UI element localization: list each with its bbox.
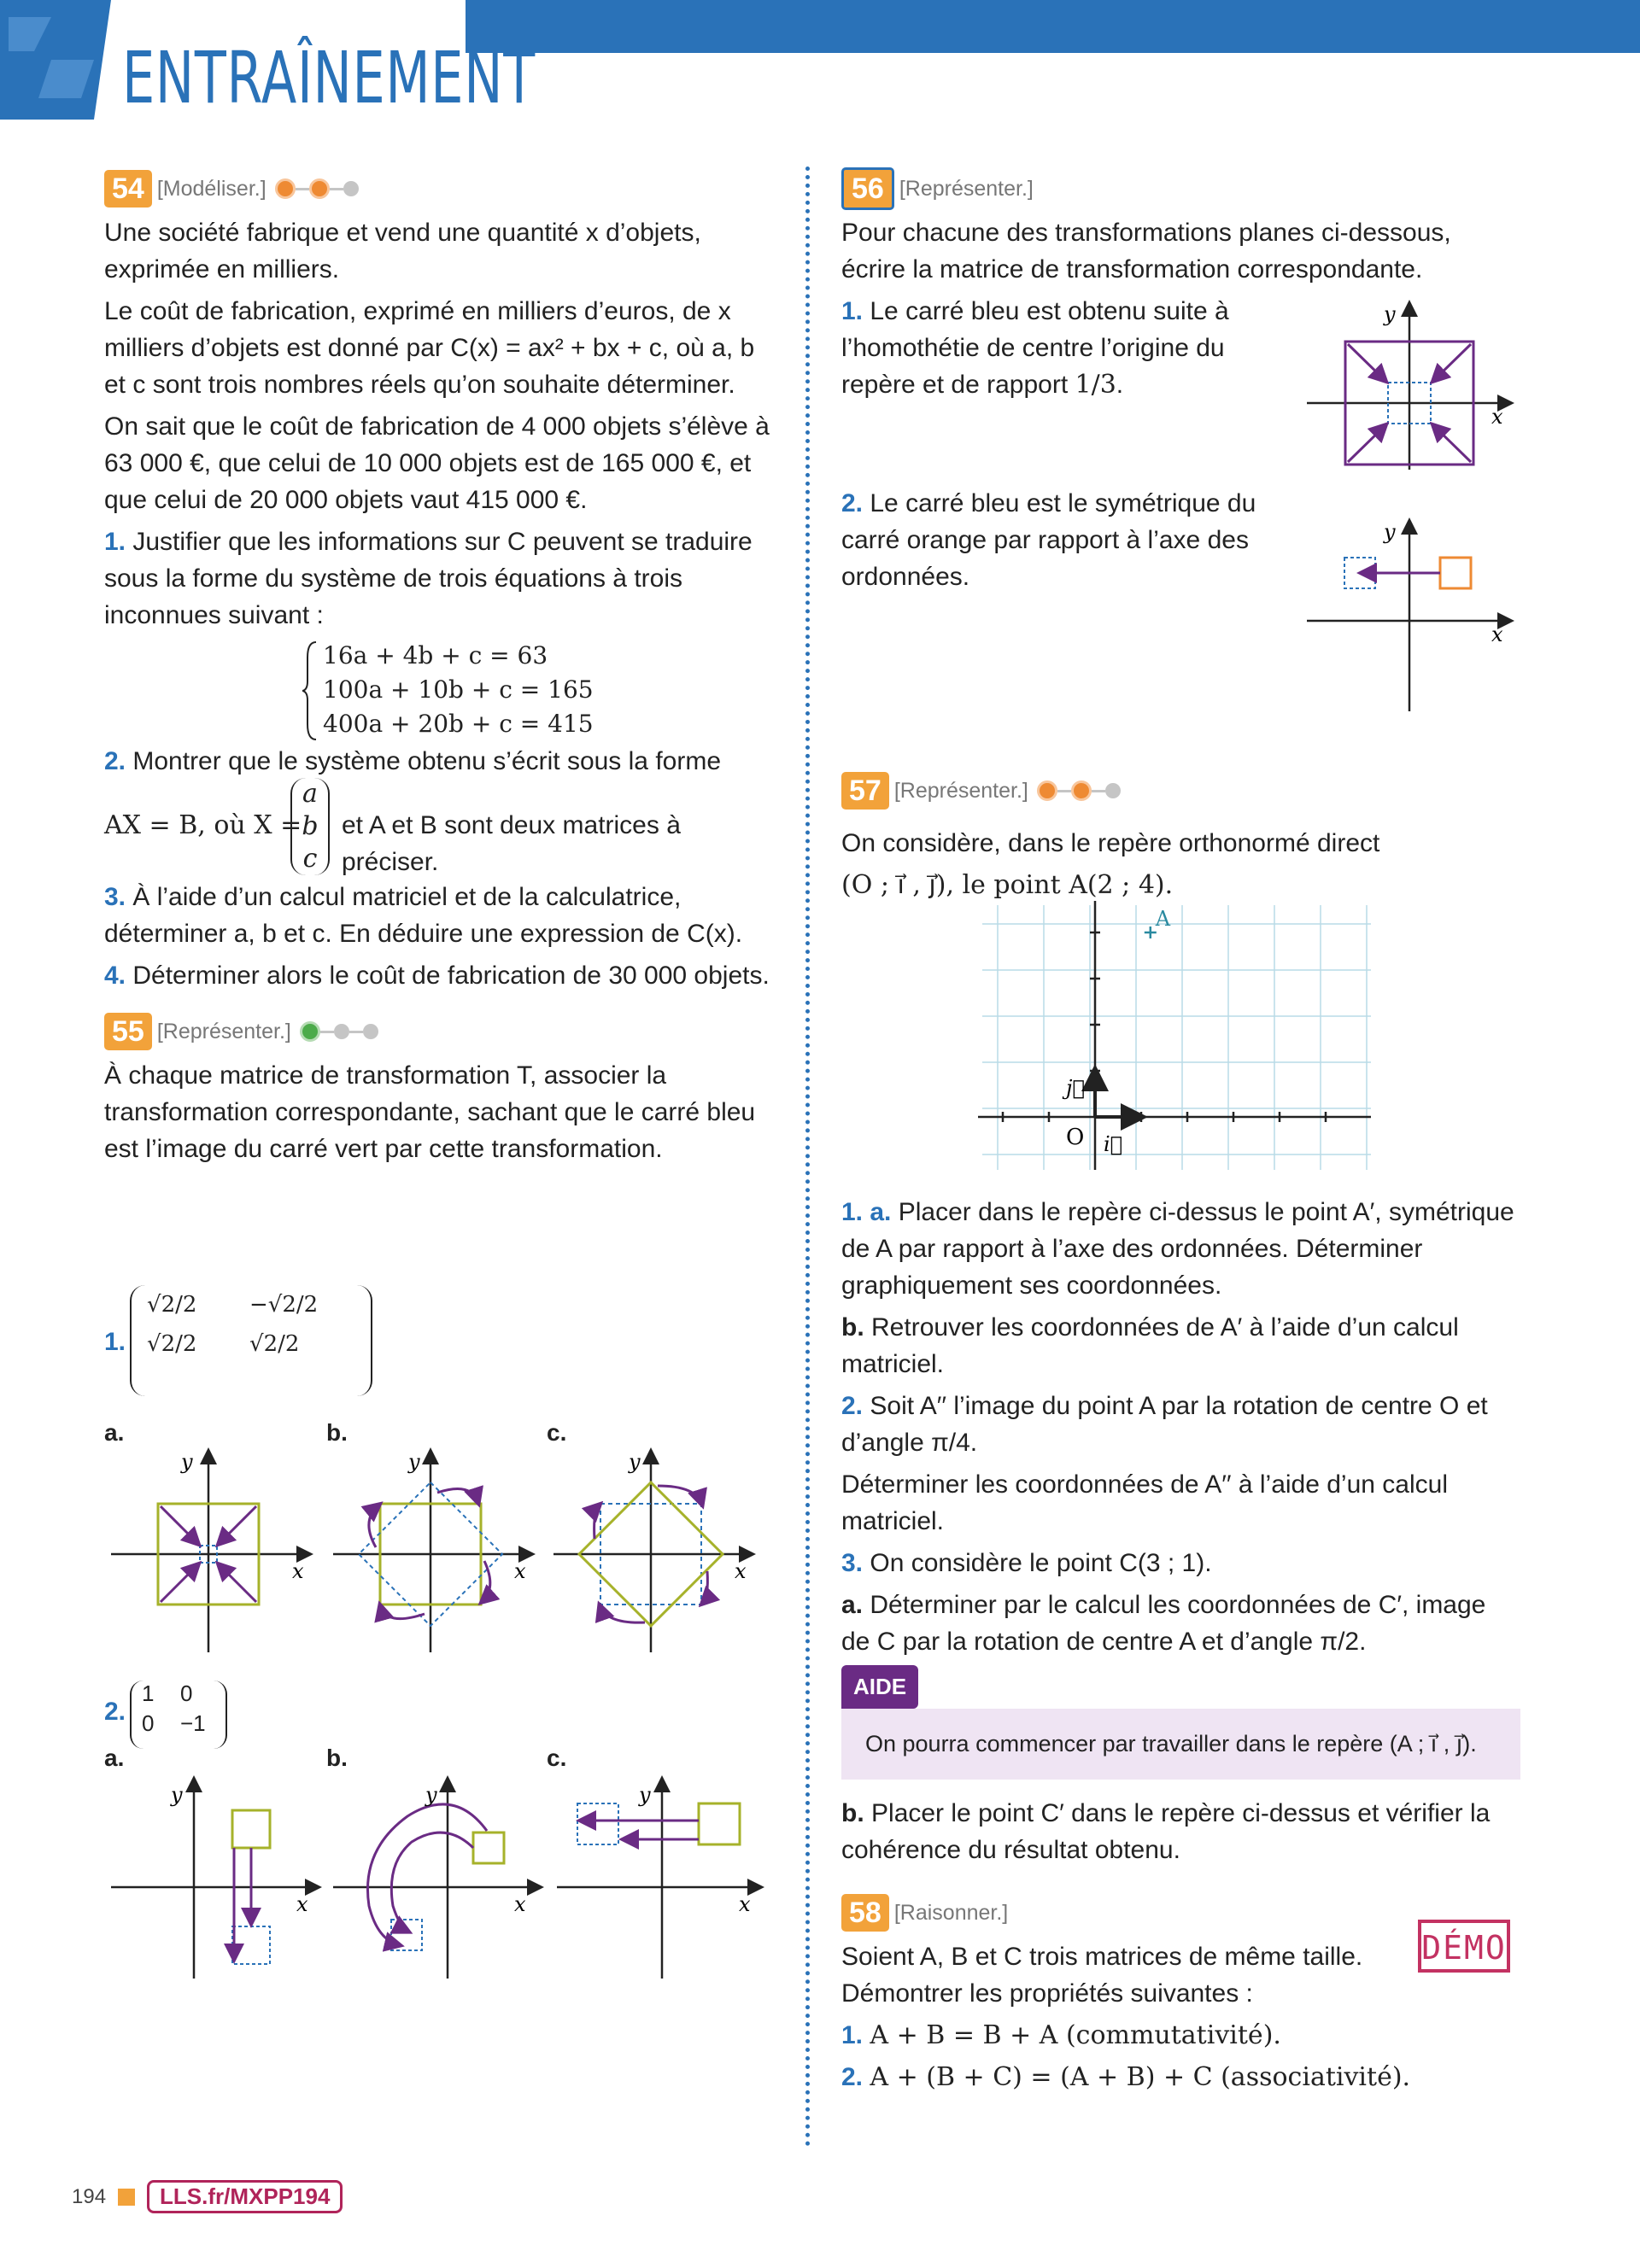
ex54-question-4: 4. Déterminer alors le coût de fabrication de 30 000 objets. bbox=[104, 962, 770, 990]
svg-text:y: y bbox=[629, 1450, 641, 1474]
page-number: 194 bbox=[72, 2184, 107, 2208]
ex55-tag: [Représenter.] bbox=[156, 1019, 291, 1043]
vector-X: a b c bbox=[290, 778, 330, 875]
axis-y-label: y bbox=[181, 1450, 193, 1474]
ex54-header bbox=[104, 167, 779, 211]
label-a: a. bbox=[104, 1419, 125, 1446]
svg-text:x: x bbox=[514, 1559, 526, 1583]
svg-text:y: y bbox=[408, 1450, 420, 1474]
difficulty-indicator bbox=[275, 178, 359, 199]
aide-block bbox=[841, 1665, 1520, 1780]
corner-decoration bbox=[0, 0, 120, 120]
figure-2c bbox=[547, 1769, 769, 1979]
ex57-q3a: a. Déterminer par le calcul les coordonnées de C′, image de C par la rotation de centre A et d’angle π/2. bbox=[841, 1591, 1486, 1656]
svg-text:x: x bbox=[1491, 405, 1503, 429]
svg-text:y: y bbox=[639, 1783, 651, 1807]
aide-text: On pourra commencer par travailler dans le repère (A ; i⃗ , j⃗). bbox=[841, 1709, 1520, 1780]
ex58-q2: 2. A + (B + C) = (A + B) + C (associativité). bbox=[841, 2062, 1411, 2092]
ex54-number: 54 bbox=[104, 170, 152, 208]
svg-text:y: y bbox=[171, 1783, 183, 1807]
ex54-question-2: 2. Montrer que le système obtenu s’écrit sous la forme bbox=[104, 747, 722, 775]
label-a: a. bbox=[104, 1745, 125, 1771]
ex57-block bbox=[841, 769, 1516, 909]
ex56-figure-1 bbox=[1305, 299, 1519, 470]
ex54-paragraph-3: On sait que le coût de fabrication de 4 000 objets s’élève à 63 000 €, que celui de 10 000 objets est de 165 000 €, et que celui de 20 000 objets vaut 415 000 €. bbox=[104, 412, 770, 514]
origin-label: O bbox=[1066, 1125, 1085, 1150]
ex56-paragraph: Pour chacune des transformations planes ci-dessous, écrire la matrice de transformation correspondante. bbox=[841, 219, 1451, 284]
ex57-tag: [Représenter.] bbox=[893, 778, 1028, 803]
ex57-q2: 2. Soit A′′ l’image du point A par la rotation de centre O et d’angle π/4. bbox=[841, 1392, 1488, 1457]
aide-label: AIDE bbox=[841, 1665, 918, 1709]
ex56-header bbox=[841, 167, 1516, 211]
ex54-question-1: 1. Justifier que les informations sur C peuvent se traduire sous la forme du système de trois équations à trois inconnues suivant : bbox=[104, 528, 753, 629]
footer bbox=[72, 2180, 343, 2213]
ex54-question-2-cont: AX = B, où X = a b c et A et B sont deux matrices à préciser. bbox=[104, 779, 681, 876]
system-line-2: 100a + 10b + c = 165 bbox=[323, 675, 594, 704]
left-column bbox=[104, 167, 779, 1172]
demo-badge: DÉMO bbox=[1418, 1920, 1510, 1973]
svg-text:y: y bbox=[425, 1783, 437, 1807]
svg-text:y: y bbox=[1384, 302, 1396, 326]
label-c: c. bbox=[547, 1745, 567, 1771]
figure-1b bbox=[326, 1443, 548, 1652]
system-line-3: 400a + 20b + c = 415 bbox=[323, 710, 594, 738]
svg-text:x: x bbox=[296, 1892, 308, 1916]
svg-text:x: x bbox=[735, 1559, 747, 1583]
header-bar bbox=[466, 0, 1640, 53]
ex56-figure-2 bbox=[1305, 517, 1519, 713]
ex54-question-3: 3. À l’aide d’un calcul matriciel et de la calculatrice, déterminer a, b et c. En déduire une expression de C(x). bbox=[104, 883, 743, 948]
ex58-number: 58 bbox=[841, 1894, 889, 1932]
ex57-grid-figure bbox=[974, 897, 1375, 1170]
label-b: b. bbox=[326, 1745, 348, 1771]
ex57-q1b: b. Retrouver les coordonnées de A′ à l’aide d’un calcul matriciel. bbox=[841, 1313, 1459, 1378]
point-A-label: A bbox=[1155, 907, 1171, 931]
label-b: b. bbox=[326, 1419, 348, 1446]
ex58-tag: [Raisonner.] bbox=[893, 1900, 1009, 1925]
j-vector-label: j⃗ bbox=[1066, 1076, 1085, 1100]
figure-1c bbox=[547, 1443, 769, 1652]
ex57-q3: 3. On considère le point C(3 ; 1). bbox=[841, 1549, 1212, 1577]
figure-1a bbox=[104, 1443, 326, 1652]
i-vector-label: i⃗ bbox=[1104, 1132, 1123, 1156]
ex57-header bbox=[841, 769, 1516, 813]
ex55-number: 55 bbox=[104, 1013, 152, 1050]
ex55-header bbox=[104, 1009, 779, 1054]
ex56-tag: [Représenter.] bbox=[899, 176, 1034, 201]
footer-square-icon bbox=[118, 2189, 135, 2206]
svg-text:x: x bbox=[514, 1892, 526, 1916]
figure-2b bbox=[326, 1769, 548, 1979]
ex57-number: 57 bbox=[841, 772, 889, 810]
ex57-paragraph-1: On considère, dans le repère orthonormé direct bbox=[841, 829, 1380, 857]
ex57-q1a: 1. a. Placer dans le repère ci-dessus le point A′, symétrique de A par rapport à l’axe des ordonnées. Déterminer graphiquement ses coordonnées. bbox=[841, 1198, 1514, 1300]
ex58-paragraph: Soient A, B et C trois matrices de même taille. Démontrer les propriétés suivantes : bbox=[841, 1943, 1363, 2008]
ex57-q3b: b. Placer le point C′ dans le repère ci-dessus et vérifier la cohérence du résultat obtenu. bbox=[841, 1799, 1491, 1864]
difficulty-indicator bbox=[300, 1021, 378, 1042]
ex54-paragraph-2: Le coût de fabrication, exprimé en milliers d’euros, de x milliers d’objets est donné par C(x) = ax² + bx + c, où a, b et c sont trois nombres réels qu’on souhaite déterminer. bbox=[104, 297, 755, 399]
system-line-1: 16a + 4b + c = 63 bbox=[323, 641, 548, 669]
svg-text:y: y bbox=[1384, 520, 1396, 544]
column-separator bbox=[805, 167, 810, 2148]
ex54-paragraph-1: Une société fabrique et vend une quantité x d’objets, exprimée en milliers. bbox=[104, 219, 701, 284]
ex54-tag: [Modéliser.] bbox=[156, 176, 266, 201]
footer-link[interactable]: LLS.fr/MXPP194 bbox=[147, 2180, 343, 2213]
ex56-question-2: 2. Le carré bleu est le symétrique du carré orange par rapport à l’axe des ordonnées. bbox=[841, 489, 1256, 591]
ex58-q1: 1. A + B = B + A (commutativité). bbox=[841, 2020, 1281, 2050]
ex55-paragraph: À chaque matrice de transformation T, associer la transformation correspondante, sachant que le carré bleu est l’image du carré vert par cette transformation. bbox=[104, 1061, 756, 1163]
svg-text:x: x bbox=[739, 1892, 751, 1916]
svg-text:x: x bbox=[1491, 623, 1503, 646]
point-A bbox=[1145, 926, 1157, 938]
difficulty-indicator bbox=[1037, 780, 1121, 801]
page-title: ENTRAÎNEMENT bbox=[122, 36, 536, 120]
ex57-q2-cont: Déterminer les coordonnées de A′′ à l’aide d’un calcul matriciel. bbox=[841, 1470, 1448, 1535]
ex54-system bbox=[302, 639, 779, 743]
axis-x-label: x bbox=[292, 1559, 304, 1583]
ex57-paragraph-2: (O ; i⃗ , j⃗), le point A(2 ; 4). bbox=[841, 870, 1174, 900]
figure-2a bbox=[104, 1769, 326, 1979]
ex56-number: 56 bbox=[841, 167, 894, 210]
ex56-question-1: 1. Le carré bleu est obtenu suite à l’homothétie de centre l’origine du repère et de rapport 1/3. bbox=[841, 297, 1229, 400]
label-c: c. bbox=[547, 1419, 567, 1446]
